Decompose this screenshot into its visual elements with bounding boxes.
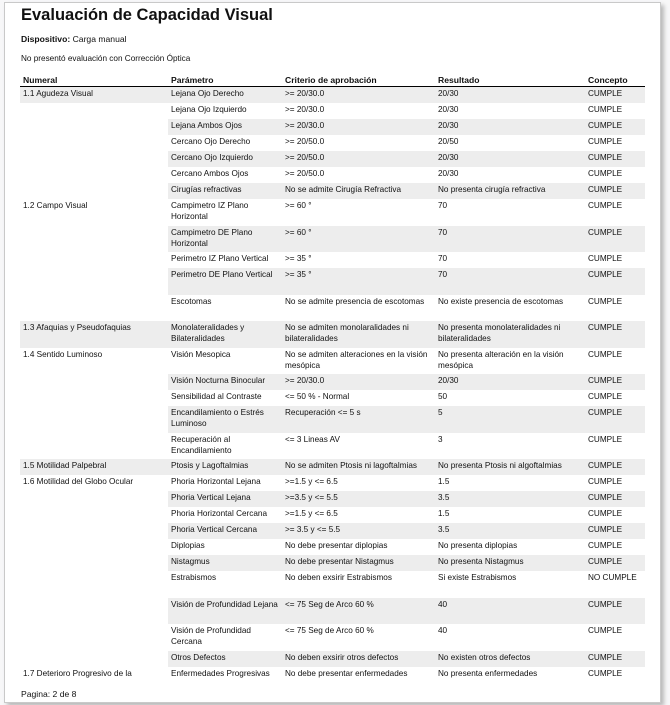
- cell-concepto: CUMPLE: [585, 651, 645, 667]
- cell-resultado: No presenta cirugía refractiva: [435, 183, 585, 199]
- table-row: [20, 321, 645, 348]
- cell-parametro: Nistagmus: [168, 555, 282, 571]
- table-row: [20, 651, 645, 667]
- table-row: [20, 406, 645, 433]
- header-concepto: Concepto: [585, 73, 645, 87]
- cell-criterio: >=1.5 y <= 6.5: [285, 477, 338, 486]
- table-row: [20, 268, 645, 295]
- cell-concepto: CUMPLE: [585, 226, 645, 253]
- cell-criterio: <= 75 Seg de Arco 60 %: [285, 626, 374, 635]
- cell-numeral: [20, 151, 168, 167]
- header-resultado: Resultado: [435, 73, 585, 87]
- table-row: [20, 555, 645, 571]
- cell-parametro: Visión de Profundidad Cercana: [171, 626, 251, 646]
- cell-parametro: Cercano Ambos Ojos: [171, 169, 249, 178]
- cell-parametro: Escotomas: [171, 296, 212, 306]
- report-page: [4, 2, 661, 703]
- cell-resultado: 1.5: [438, 477, 450, 486]
- cell-resultado: No presenta Nistagmus: [435, 555, 585, 571]
- cell-resultado: 20/30: [438, 169, 459, 178]
- cell-criterio: No se admiten monolaralidades ni bilateralidades: [282, 321, 435, 348]
- cell-resultado: No existe presencia de escotomas: [438, 296, 564, 306]
- cell-criterio: >= 20/50.0: [285, 137, 325, 146]
- cell-resultado: 20/30: [435, 87, 585, 104]
- cell-criterio: >= 3.5 y <= 5.5: [282, 523, 435, 539]
- cell-numeral: 1.7 Deterioro Progresivo de la: [23, 668, 132, 678]
- cell-parametro: Campimetro DE Plano Horizontal: [168, 226, 282, 253]
- cell-parametro: Visión Mesopica: [171, 349, 231, 359]
- cell-numeral: [20, 135, 168, 151]
- cell-numeral: [20, 119, 168, 135]
- cell-criterio: >= 60 °: [282, 226, 435, 253]
- cell-concepto: CUMPLE: [585, 598, 645, 625]
- cell-concepto: CUMPLE: [585, 321, 645, 348]
- cell-parametro: Sensibilidad al Contraste: [171, 392, 262, 401]
- table-row: [20, 226, 645, 253]
- cell-parametro: Phoria Vertical Cercana: [168, 523, 282, 539]
- cell-resultado: 70: [438, 254, 448, 263]
- cell-numeral: [20, 598, 168, 625]
- cell-concepto: CUMPLE: [585, 151, 645, 167]
- table-row: [20, 624, 645, 651]
- cell-numeral: 1.6 Motilidad del Globo Ocular: [23, 477, 134, 486]
- cell-criterio: >= 20/30.0: [282, 87, 435, 104]
- cell-concepto: CUMPLE: [588, 626, 623, 635]
- table-row: [20, 151, 645, 167]
- cell-numeral: 1.1 Agudeza Visual: [20, 87, 168, 104]
- cell-resultado: No existen otros defectos: [435, 651, 585, 667]
- cell-resultado: 20/30: [438, 105, 459, 114]
- cell-numeral: [20, 555, 168, 571]
- table-row: [20, 539, 645, 555]
- table-row: [20, 199, 645, 226]
- cell-resultado: 1.5: [438, 509, 450, 518]
- cell-resultado: No presenta alteración en la visión mesópica: [438, 349, 564, 370]
- cell-numeral: [20, 651, 168, 667]
- cell-parametro: Cercano Ojo Derecho: [171, 137, 251, 146]
- cell-resultado: 70: [438, 201, 448, 210]
- cell-criterio: <= 3 Lineas AV: [285, 434, 340, 444]
- cell-concepto: CUMPLE: [585, 119, 645, 135]
- table-row: [20, 433, 645, 460]
- cell-parametro: Monolateralidades y Bilateralidades: [168, 321, 282, 348]
- cell-concepto: CUMPLE: [585, 374, 645, 390]
- page-number: Pagina: 2 de 8: [21, 689, 77, 699]
- cell-resultado: 40: [435, 598, 585, 625]
- cell-numeral: [20, 374, 168, 390]
- cell-criterio: >= 60 °: [285, 201, 312, 210]
- table-row: [20, 295, 645, 322]
- cell-concepto: CUMPLE: [588, 169, 623, 178]
- cell-concepto: CUMPLE: [588, 392, 623, 401]
- cell-numeral: [20, 226, 168, 253]
- device-value: Carga manual: [72, 34, 127, 44]
- table-row: [20, 475, 645, 491]
- cell-resultado: 20/30: [435, 374, 585, 390]
- cell-criterio: No se admite Cirugía Refractiva: [282, 183, 435, 199]
- cell-parametro: Cercano Ojo Izquierdo: [168, 151, 282, 167]
- table-row: [20, 523, 645, 539]
- cell-criterio: >= 20/30.0: [282, 374, 435, 390]
- cell-resultado: 3.5: [435, 523, 585, 539]
- cell-numeral: [20, 183, 168, 199]
- table-row: [20, 667, 645, 683]
- cell-criterio: No se admiten Ptosis ni lagoftalmias: [282, 459, 435, 475]
- cell-parametro: Estrabismos: [171, 573, 217, 582]
- cell-numeral: [20, 390, 168, 406]
- cell-concepto: NO CUMPLE: [588, 573, 637, 582]
- cell-parametro: Lejana Ojo Izquierdo: [171, 105, 247, 114]
- cell-concepto: CUMPLE: [585, 87, 645, 104]
- cell-parametro: Recuperación al Encandilamiento: [171, 434, 232, 455]
- cell-resultado: No presenta enfermedades: [438, 668, 538, 678]
- cell-criterio: No deben exsirir otros defectos: [282, 651, 435, 667]
- cell-parametro: Perimetro IZ Plano Vertical: [171, 254, 269, 263]
- cell-concepto: CUMPLE: [588, 349, 623, 359]
- cell-criterio: No deben exsirir Estrabismos: [285, 573, 392, 582]
- table-row: [20, 103, 645, 119]
- cell-criterio: No se admiten alteraciones en la visión mesópica: [285, 349, 428, 370]
- cell-concepto: CUMPLE: [588, 477, 623, 486]
- table-row: [20, 571, 645, 598]
- table-body: [20, 87, 645, 683]
- cell-criterio: >= 20/30.0: [282, 119, 435, 135]
- cell-concepto: CUMPLE: [585, 406, 645, 433]
- cell-criterio: No se admite presencia de escotomas: [285, 296, 425, 306]
- cell-resultado: 40: [438, 626, 448, 635]
- cell-criterio: Recuperación <= 5 s: [282, 406, 435, 433]
- table-row: [20, 507, 645, 523]
- cell-numeral: [20, 295, 168, 322]
- cell-parametro: Ptosis y Lagoftalmias: [168, 459, 282, 475]
- table-row: [20, 135, 645, 151]
- cell-criterio: No debe presentar enfermedades: [285, 668, 408, 678]
- cell-numeral: [20, 406, 168, 433]
- table-row: [20, 348, 645, 375]
- cell-numeral: [20, 539, 168, 555]
- cell-resultado: 70: [435, 226, 585, 253]
- cell-concepto: CUMPLE: [588, 296, 623, 306]
- cell-concepto: CUMPLE: [585, 459, 645, 475]
- cell-criterio: >=3.5 y <= 5.5: [282, 491, 435, 507]
- table-row: [20, 252, 645, 268]
- cell-resultado: 5: [435, 406, 585, 433]
- table-row: [20, 459, 645, 475]
- cell-concepto: CUMPLE: [588, 668, 623, 678]
- cell-concepto: CUMPLE: [585, 268, 645, 295]
- table-row: [20, 119, 645, 135]
- cell-parametro: Lejana Ojo Derecho: [168, 87, 282, 104]
- cell-resultado: Si existe Estrabismos: [438, 573, 517, 582]
- cell-numeral: [20, 491, 168, 507]
- cell-numeral: [20, 252, 168, 268]
- table-row: [20, 491, 645, 507]
- cell-resultado: 70: [435, 268, 585, 295]
- cell-criterio: >= 35 °: [285, 254, 312, 263]
- cell-concepto: CUMPLE: [588, 254, 623, 263]
- cell-numeral: [20, 571, 168, 598]
- cell-resultado: No presenta diplopias: [438, 541, 518, 550]
- cell-parametro: Perimetro DE Plano Vertical: [168, 268, 282, 295]
- cell-criterio: <= 50 % - Normal: [285, 392, 350, 401]
- header-criterio: Criterio de aprobación: [282, 73, 435, 87]
- cell-resultado: 50: [438, 392, 448, 401]
- cell-resultado: 20/30: [435, 119, 585, 135]
- cell-resultado: 20/30: [435, 151, 585, 167]
- cell-concepto: CUMPLE: [585, 555, 645, 571]
- cell-numeral: [20, 523, 168, 539]
- cell-numeral: 1.5 Motilidad Palpebral: [20, 459, 168, 475]
- table-row: [20, 87, 645, 104]
- cell-concepto: CUMPLE: [588, 105, 623, 114]
- cell-resultado: 3.5: [435, 491, 585, 507]
- table-row: [20, 374, 645, 390]
- table-row: [20, 183, 645, 199]
- cell-concepto: CUMPLE: [588, 137, 623, 146]
- cell-resultado: 3: [438, 434, 443, 444]
- table-header-row: [20, 73, 645, 87]
- cell-numeral: [20, 433, 168, 460]
- cell-criterio: <= 75 Seg de Arco 60 %: [282, 598, 435, 625]
- header-numeral: Numeral: [20, 73, 168, 87]
- cell-parametro: Phoria Horizontal Lejana: [171, 477, 261, 486]
- cell-concepto: CUMPLE: [585, 491, 645, 507]
- cell-parametro: Lejana Ambos Ojos: [168, 119, 282, 135]
- device-label: Dispositivo:: [21, 34, 71, 44]
- cell-resultado: No presenta Ptosis ni algoftalmias: [435, 459, 585, 475]
- cell-parametro: Visión Nocturna Binocular: [168, 374, 282, 390]
- cell-criterio: No debe presentar diplopias: [285, 541, 388, 550]
- cell-resultado: 20/50: [438, 137, 459, 146]
- cell-numeral: 1.3 Afaquias y Pseudofaquias: [20, 321, 168, 348]
- table-row: [20, 390, 645, 406]
- table-row: [20, 167, 645, 183]
- cell-numeral: [20, 167, 168, 183]
- evaluation-table: [20, 73, 645, 683]
- cell-resultado: No presenta monolateralidades ni bilateralidades: [435, 321, 585, 348]
- cell-concepto: CUMPLE: [588, 509, 623, 518]
- cell-criterio: >= 35 °: [282, 268, 435, 295]
- cell-concepto: CUMPLE: [585, 523, 645, 539]
- cell-parametro: Otros Defectos: [168, 651, 282, 667]
- cell-numeral: 1.2 Campo Visual: [23, 201, 88, 210]
- cell-concepto: CUMPLE: [588, 541, 623, 550]
- report-title: Evaluación de Capacidad Visual: [21, 6, 273, 24]
- cell-numeral: [20, 268, 168, 295]
- cell-parametro: Phoria Horizontal Cercana: [171, 509, 268, 518]
- cell-parametro: Visión de Profundidad Lejana: [168, 598, 282, 625]
- cell-parametro: Diplopias: [171, 541, 205, 550]
- cell-parametro: Encandilamiento o Estrés Luminoso: [168, 406, 282, 433]
- optical-correction-note: No presentó evaluación con Corrección Óptica: [21, 54, 191, 63]
- cell-criterio: >=1.5 y <= 6.5: [285, 509, 338, 518]
- cell-numeral: [20, 507, 168, 523]
- cell-criterio: >= 20/30.0: [285, 105, 325, 114]
- cell-concepto: CUMPLE: [588, 201, 623, 210]
- cell-criterio: >= 20/50.0: [282, 151, 435, 167]
- table-row: [20, 598, 645, 625]
- cell-parametro: Enfermedades Progresivas: [171, 668, 270, 678]
- cell-numeral: [20, 103, 168, 119]
- cell-numeral: [20, 624, 168, 651]
- cell-parametro: Campimetro IZ Plano Horizontal: [171, 201, 249, 221]
- cell-parametro: Phoria Vertical Lejana: [168, 491, 282, 507]
- cell-numeral: 1.4 Sentido Luminoso: [23, 349, 103, 359]
- cell-parametro: Cirugías refractivas: [168, 183, 282, 199]
- cell-concepto: CUMPLE: [588, 434, 623, 444]
- device-line: [21, 34, 127, 44]
- cell-criterio: >= 20/50.0: [285, 169, 325, 178]
- header-parametro: Parámetro: [168, 73, 282, 87]
- cell-concepto: CUMPLE: [585, 183, 645, 199]
- cell-criterio: No debe presentar Nistagmus: [282, 555, 435, 571]
